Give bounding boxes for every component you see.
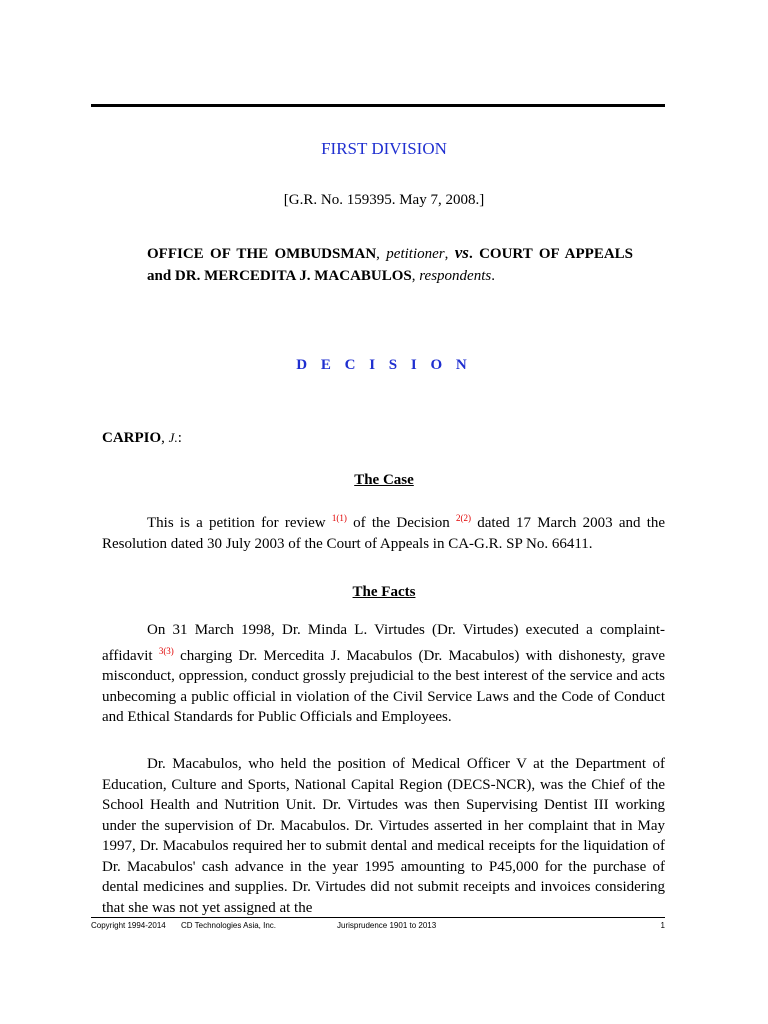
facts-paragraph-2 — [102, 754, 665, 918]
ponente: CARPIO, J.: — [102, 430, 182, 446]
decision-title: D E C I S I O N — [296, 357, 472, 373]
case-paragraph — [102, 508, 665, 554]
page-footer — [91, 917, 665, 932]
footnote-link-2[interactable]: 2(2) — [456, 513, 472, 523]
facts-section-heading: The Facts — [352, 584, 416, 600]
footer-collection: Jurisprudence 1901 to 2013 — [337, 921, 437, 930]
facts-text-1: On 31 March 1998, Dr. Minda L. Virtudes (Dr. Virtudes) executed a complaint-affidavit — [102, 622, 665, 664]
footnote-link-3[interactable]: 3(3) — [158, 645, 174, 656]
ponente-name: CARPIO — [102, 430, 162, 446]
facts-text-2: charging Dr. Mercedita J. Macabulos (Dr. Macabulos) with dishonesty, grave misconduct, oppression, conduct grossly prejudicial to the best interest of the service and acts unbecoming a public official in violation of the Civil Service Laws and the Code of Conduct and Ethical Standards for Public Officials and Employees. — [102, 647, 666, 725]
respondent-role: respondents — [419, 268, 492, 284]
facts-paragraph-1 — [102, 620, 665, 728]
case-number: [G.R. No. 159395. May 7, 2008.] — [283, 192, 485, 208]
footnote-link-1[interactable]: 1(1) — [331, 513, 347, 523]
case-text-1: This is a petition for review — [147, 515, 326, 531]
case-section-heading: The Case — [354, 472, 414, 488]
footer-page-number: 1 — [660, 921, 665, 930]
case-parties: OFFICE OF THE OMBUDSMAN, petitioner, vs. COURT OF APPEALS and DR. MERCEDITA J. MACABULOS, respondents. — [147, 243, 634, 284]
footer-copyright: Copyright 1994-2014 — [91, 921, 166, 930]
case-text-3: dated 17 March 2003 and the Resolution dated 30 July 2003 of the Court of Appeals in CA-G.R. SP No. 66411. — [102, 515, 666, 552]
case-text-2: of the Decision — [353, 515, 450, 531]
ponente-title: J — [168, 430, 175, 445]
petitioner-role: petitioner — [386, 246, 445, 262]
facts-text-3: Dr. Macabulos, who held the position of Medical Officer V at the Department of Education, Culture and Sports, National Capital Region (DECS-NCR), was the Chief of the School Health and Nutrition Unit. Dr. Virtudes was then Supervising Dentist III working under the supervision of Dr. Macabulos. Dr. Virtudes asserted in her complaint that in May 1997, Dr. Macabulos required her to submit dental and medical receipts for the liquidation of Dr. Macabulos' cash advance in the year 1995 amounting to P45,000 for the purchase of dental medicines and supplies. Dr. Virtudes did not submit receipts and invoices considering that she was not yet assigned at the — [102, 756, 665, 916]
division-heading: FIRST DIVISION — [321, 139, 447, 158]
footer-company: CD Technologies Asia, Inc. — [181, 921, 277, 930]
petitioner-name: OFFICE OF THE OMBUDSMAN — [147, 246, 377, 262]
top-rule — [91, 104, 665, 107]
versus-label: vs — [454, 243, 469, 262]
respondent-name: COURT OF APPEALS and DR. MERCEDITA J. MACABULOS — [147, 246, 634, 284]
